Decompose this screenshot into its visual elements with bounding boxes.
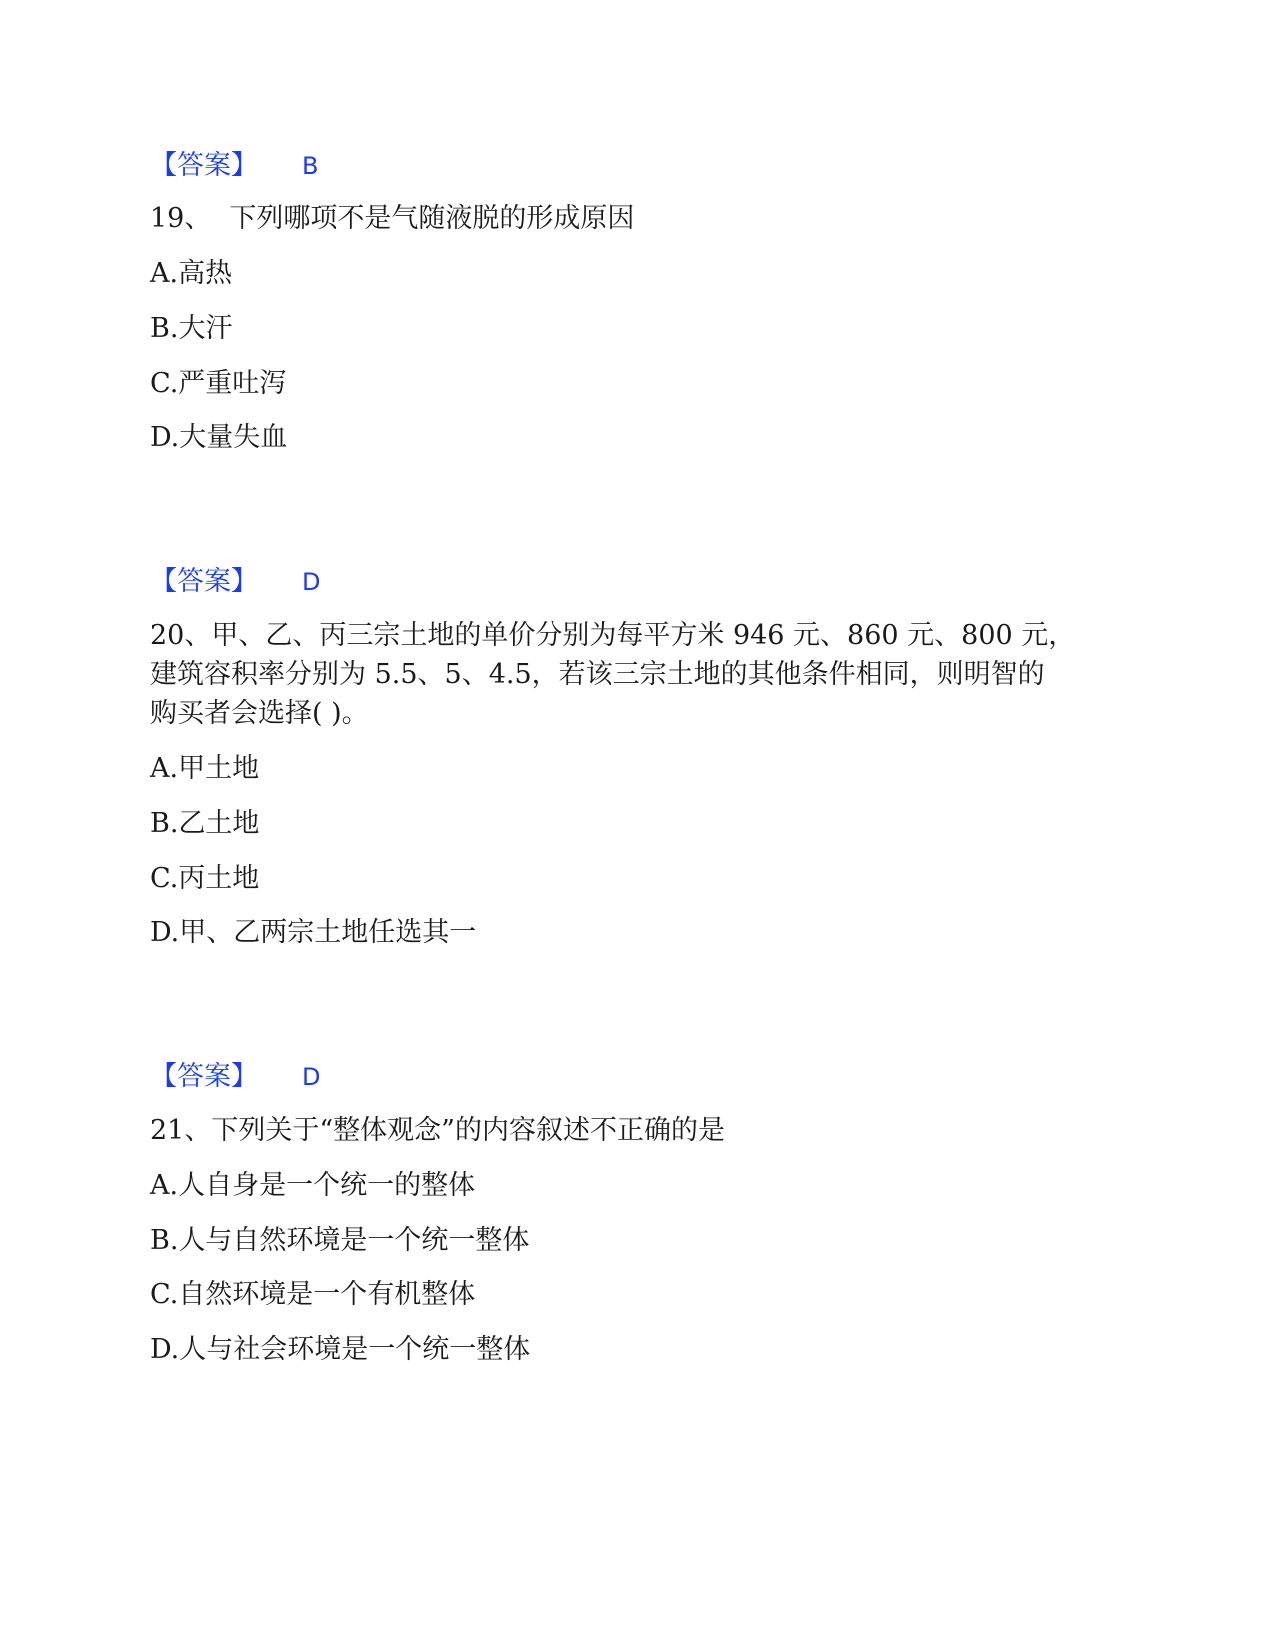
question-21-option-a xyxy=(150,1166,475,1206)
option-letter: B. xyxy=(150,808,179,839)
option-letter: B. xyxy=(150,313,179,344)
answer-value: B xyxy=(302,152,319,180)
answer-value: D xyxy=(302,1063,321,1091)
question-19-option-d xyxy=(150,418,287,458)
option-text: 丙土地 xyxy=(178,863,260,894)
question-20-stem-line-2 xyxy=(150,655,1045,695)
question-number: 19、 xyxy=(150,203,212,234)
question-text: 购买者会选择( )。 xyxy=(150,698,369,729)
option-text: 甲土地 xyxy=(178,753,260,784)
option-text: 严重吐泻 xyxy=(178,368,287,399)
option-letter: C. xyxy=(150,1279,179,1310)
option-letter: D. xyxy=(150,1334,180,1365)
answer-value: D xyxy=(302,568,321,596)
option-letter: D. xyxy=(150,917,180,948)
option-text: 自然环境是一个有机整体 xyxy=(178,1279,476,1310)
option-letter: A. xyxy=(150,258,179,289)
option-text: 高热 xyxy=(178,258,233,289)
option-letter: A. xyxy=(150,753,179,784)
answer-block xyxy=(150,562,320,602)
question-20-option-d xyxy=(150,913,476,953)
option-letter: C. xyxy=(150,863,179,894)
question-text: 下列哪项不是气随液脱的形成原因 xyxy=(229,203,635,234)
question-20-option-b xyxy=(150,804,259,844)
option-text: 大量失血 xyxy=(179,422,288,453)
question-19-option-b xyxy=(150,309,232,349)
option-text: 人与社会环境是一个统一整体 xyxy=(179,1334,531,1365)
answer-label: 【答案】 xyxy=(150,1061,258,1092)
question-21-stem xyxy=(150,1111,725,1151)
question-19-stem xyxy=(150,199,634,239)
option-letter: C. xyxy=(150,368,179,399)
question-20-stem-line-3 xyxy=(150,694,369,734)
question-21-option-b xyxy=(150,1221,529,1261)
option-text: 甲、乙两宗土地任选其一 xyxy=(179,917,477,948)
question-number: 20、 xyxy=(150,620,212,651)
answer-label: 【答案】 xyxy=(150,566,258,597)
question-19-option-c xyxy=(150,364,286,404)
question-text: 下列关于“整体观念”的内容叙述不正确的是 xyxy=(211,1115,725,1146)
question-20-option-a xyxy=(150,749,259,789)
answer-block xyxy=(150,146,318,186)
option-letter: B. xyxy=(150,1225,179,1256)
option-letter: A. xyxy=(150,1170,179,1201)
question-19-option-a xyxy=(150,254,232,294)
option-letter: D. xyxy=(150,422,180,453)
question-20-stem-line-1 xyxy=(150,616,1075,656)
option-text: 大汗 xyxy=(178,313,233,344)
question-text: 建筑容积率分别为 5.5、5、4.5，若该三宗土地的其他条件相同，则明智的 xyxy=(150,659,1045,690)
question-20-option-c xyxy=(150,859,259,899)
answer-label: 【答案】 xyxy=(150,150,258,181)
option-text: 人自身是一个统一的整体 xyxy=(178,1170,476,1201)
question-number: 21、 xyxy=(150,1115,212,1146)
question-21-option-c xyxy=(150,1275,475,1315)
question-21-option-d xyxy=(150,1330,530,1370)
option-text: 人与自然环境是一个统一整体 xyxy=(178,1225,530,1256)
answer-block xyxy=(150,1057,320,1097)
option-text: 乙土地 xyxy=(178,808,260,839)
question-text: 甲、乙、丙三宗土地的单价分别为每平方米 946 元、860 元、800 元， xyxy=(211,620,1076,651)
